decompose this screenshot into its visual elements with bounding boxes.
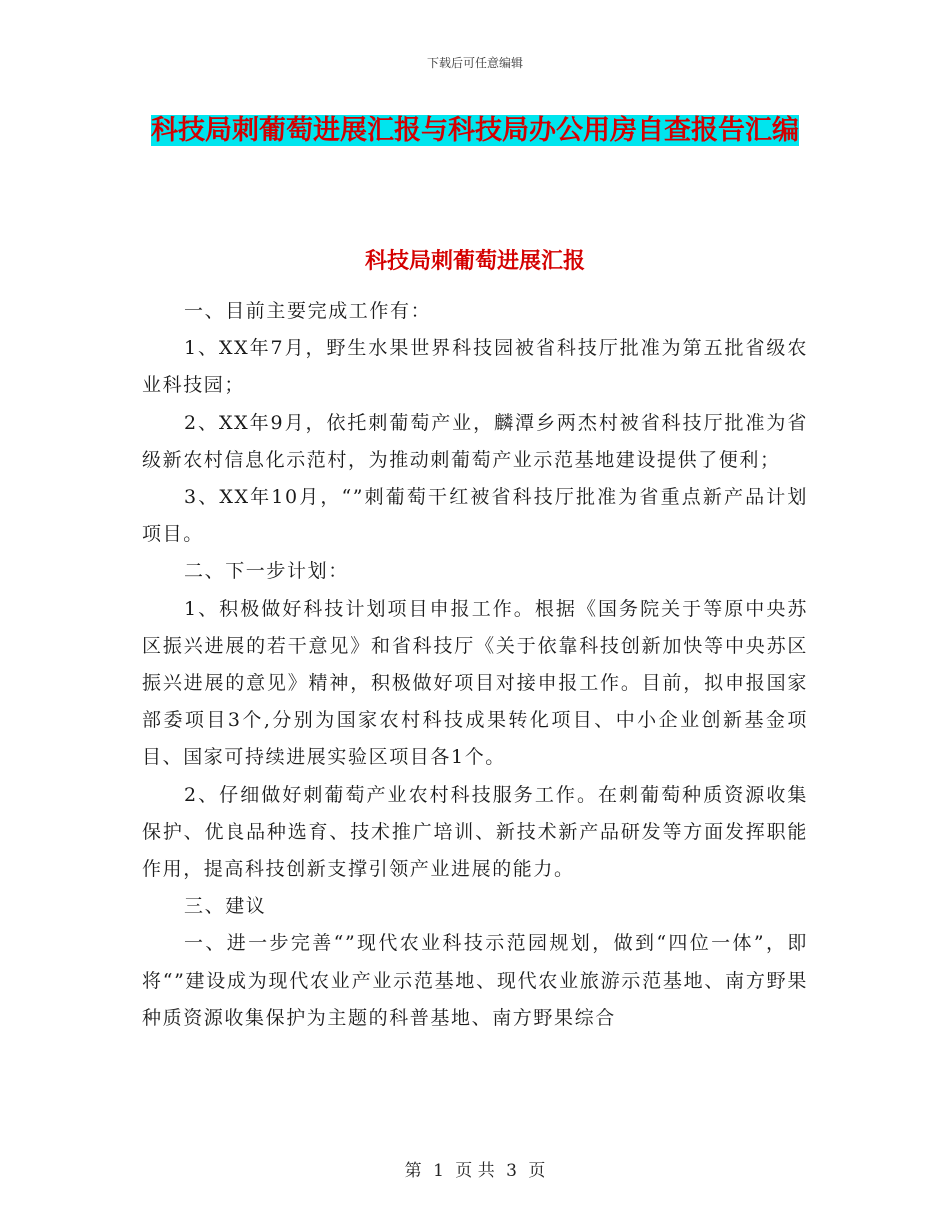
paragraph: 三、建议 (184, 895, 267, 918)
paragraph: 一、进一步完善“”现代农业科技示范园规划，做到“四位一体”，即将“”建设成为现代农业产业示范基地、现代农业旅游示范基地、南方野果种质资源收集保护为主题的科普基地、南方野果综合 (142, 932, 808, 1029)
paragraph: 一、目前主要完成工作有： (184, 300, 432, 322)
paragraph: 2、仔细做好刺葡萄产业农村科技服务工作。在刺葡萄种质资源收集保护、优良品种选育、技术推广培训、新技术新产品研发等方面发挥职能作用，提高科技创新支撑引领产业进展的能力。 (142, 783, 808, 881)
footer-mid: 页 共 (455, 1161, 495, 1181)
document-title-text: 科技局刺葡萄进展汇报与科技局办公用房自查报告汇编 (151, 115, 799, 146)
paragraph: 3、XX年10月，“”刺葡萄干红被省科技厅批准为省重点新产品计划项目。 (142, 486, 808, 546)
footer-total-pages: 3 (506, 1161, 517, 1181)
document-title (150, 108, 800, 154)
paragraph: 1、积极做好科技计划项目申报工作。根据《国务院关于等原中央苏区振兴进展的若干意见》和省科技厅《关于依靠科技创新加快等中央苏区振兴进展的意见》精神，积极做好项目对接申报工作。目前，拟申报国家部委项目3个,分别为国家农村科技成果转化项目、中小企业创新基金项目、国家可持续进展实验区项目各1个。 (142, 597, 808, 769)
header-note: 下载后可任意编辑 (426, 56, 523, 70)
footer-page-number: 1 (433, 1161, 444, 1181)
page-footer (0, 1156, 950, 1181)
section-title: 科技局刺葡萄进展汇报 (364, 248, 585, 274)
document-body (142, 293, 808, 1037)
paragraph: 1、XX年7月，野生水果世界科技园被省科技厅批准为第五批省级农业科技园； (142, 337, 808, 397)
footer-suffix: 页 (528, 1161, 546, 1181)
paragraph: 2、XX年9月，依托刺葡萄产业，麟潭乡两杰村被省科技厅批准为省级新农村信息化示范村，为推动刺葡萄产业示范基地建设提供了便利； (142, 411, 808, 471)
paragraph: 二、下一步计划： (184, 560, 349, 583)
footer-prefix: 第 (404, 1161, 422, 1181)
